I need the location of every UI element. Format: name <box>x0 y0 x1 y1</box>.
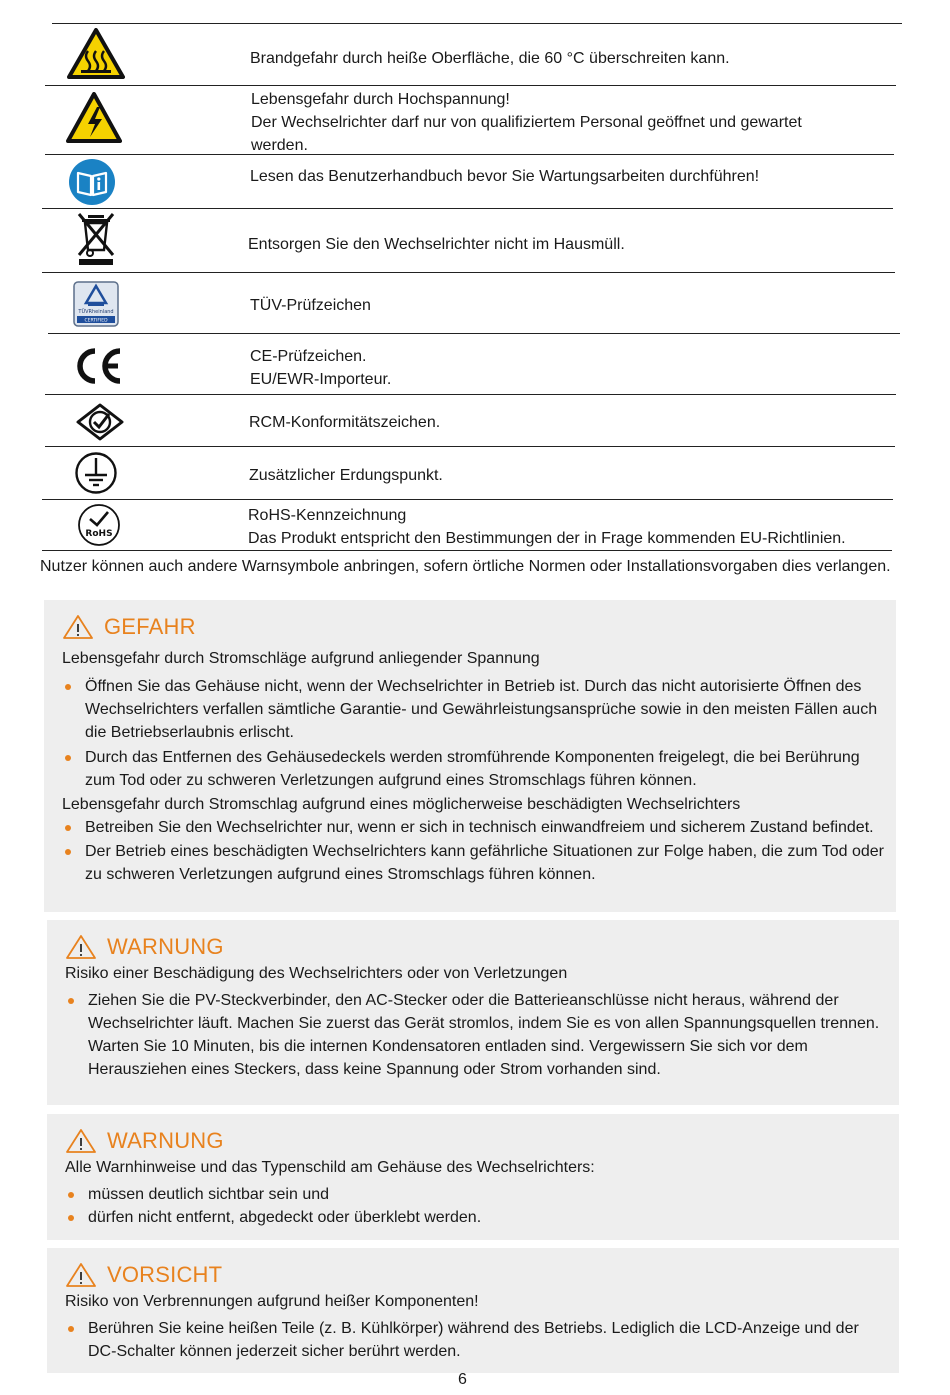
warning-triangle-icon <box>65 1262 97 1288</box>
table-rule <box>48 333 900 334</box>
list-item: Ziehen Sie die PV-Steckverbinder, den AC-Stecker oder die Batterieanschlüsse nicht heraus, während der Wechselrichter läuft. Machen Sie zuerst das Gerät stromlos, indem Sie es von allen Spannungsquellen trennen. Warten Sie 10 Minuten, bis die internen Kondensatoren entladen sind. Vergewissern Sie sich vor dem Herausziehen eines Steckers, dass keine Spannung oder Strom vorhanden sind. <box>65 989 889 1081</box>
table-rule <box>42 208 893 209</box>
box-subtitle: Risiko von Verbrennungen aufgrund heißer Komponenten! <box>65 1293 479 1310</box>
list-item: dürfen nicht entfernt, abgedeckt oder überklebt werden. <box>65 1206 889 1229</box>
box-header <box>62 612 196 642</box>
box-subtitle: Lebensgefahr durch Stromschläge aufgrund anliegender Spannung <box>62 650 540 667</box>
danger-box <box>44 600 896 912</box>
box-header <box>65 932 224 962</box>
box-subtitle: Alle Warnhinweise und das Typenschild am Gehäuse des Wechselrichters: <box>65 1159 595 1176</box>
list-item: Der Betrieb eines beschädigten Wechselrichters kann gefährliche Situationen zur Folge haben, die zum Tod oder zu schweren Verletzungen aufgrund eines Stromschlags führen können. <box>62 840 886 886</box>
table-rule <box>42 550 892 551</box>
ce-mark-icon <box>74 346 124 386</box>
table-rule <box>45 446 895 447</box>
description-line: Lesen das Benutzerhandbuch bevor Sie Wartungsarbeiten durchführen! <box>250 168 760 185</box>
list-item: müssen deutlich sichtbar sein und <box>65 1183 889 1206</box>
box-title: WARNUNG <box>107 934 224 959</box>
note-paragraph: Nutzer können auch andere Warnsymbole anbringen, sofern örtliche Normen oder Installationsvorgaben dies verlangen. <box>40 558 891 575</box>
caution-box <box>47 1248 899 1373</box>
bullet-list <box>65 989 889 1081</box>
symbol-description <box>248 504 846 550</box>
description-line: RoHS-Kennzeichnung <box>248 507 407 524</box>
rohs-mark-icon <box>77 503 121 547</box>
warning-triangle-icon <box>62 614 94 640</box>
symbol-description <box>250 294 371 317</box>
box-header <box>65 1126 224 1156</box>
description-line: EU/EWR-Importeur. <box>250 371 392 388</box>
list-item: Berühren Sie keine heißen Teile (z. B. Kühlkörper) während des Betriebs. Lediglich die LCD-Anzeige und der DC-Schalter können jederzeit sicher berührt werden. <box>65 1317 889 1363</box>
page-number: 6 <box>458 1371 467 1388</box>
description-line: werden. <box>251 137 308 154</box>
description-line: CE-Prüfzeichen. <box>250 348 367 365</box>
symbol-description <box>248 233 625 256</box>
bullet-list <box>65 1317 889 1363</box>
description-line: Der Wechselrichter darf nur von qualifiziertem Personal geöffnet und gewartet <box>251 114 802 131</box>
symbol-description <box>249 411 440 434</box>
tuv-logo-text: TÜVRheinland <box>78 309 114 315</box>
symbol-description <box>250 47 730 70</box>
warning-triangle-icon <box>65 1128 97 1154</box>
table-rule <box>45 394 896 395</box>
earth-ground-icon <box>74 451 118 495</box>
hot-surface-warning-icon <box>67 28 125 80</box>
description-line: Lebensgefahr durch Hochspannung! <box>251 91 510 108</box>
tuv-certified-text: CERTIFIED <box>84 318 108 324</box>
box-title: GEFAHR <box>104 614 196 639</box>
box-title: WARNUNG <box>107 1128 224 1153</box>
weee-crossed-bin-icon <box>75 212 117 268</box>
read-manual-icon <box>68 158 116 206</box>
box-subtitle: Risiko einer Beschädigung des Wechselrichters oder von Verletzungen <box>65 965 568 982</box>
description-line: TÜV-Prüfzeichen <box>250 297 371 314</box>
tuv-certified-icon <box>73 281 119 327</box>
bullet-list <box>62 675 886 792</box>
description-line: Entsorgen Sie den Wechselrichter nicht im Hausmüll. <box>248 236 625 253</box>
box-subtitle: Lebensgefahr durch Stromschlag aufgrund eines möglicherweise beschädigten Wechselrichters <box>62 796 741 813</box>
high-voltage-warning-icon <box>66 92 122 144</box>
bullet-list <box>65 1183 889 1229</box>
box-title: VORSICHT <box>107 1262 223 1287</box>
rohs-mark-text: RoHS <box>85 529 113 539</box>
list-item: Öffnen Sie das Gehäuse nicht, wenn der Wechselrichter in Betrieb ist. Durch das nicht autorisierte Öffnen des Wechselrichters verfallen sämtliche Garantie- und Gewährleistungsansprüche sowie in den meisten Fällen auch die Betriebserlaubnis erlischt. <box>62 675 886 744</box>
symbol-description <box>250 165 759 188</box>
warning-triangle-icon <box>65 934 97 960</box>
bullet-list <box>62 816 886 886</box>
symbol-description <box>249 464 443 487</box>
table-rule <box>52 23 902 24</box>
description-line: Das Produkt entspricht den Bestimmungen der in Frage kommenden EU-Richtlinien. <box>248 530 846 547</box>
table-rule <box>45 85 896 86</box>
list-item: Betreiben Sie den Wechselrichter nur, wenn er sich in technisch einwandfreiem und sicherem Zustand befindet. <box>62 816 886 839</box>
description-line: RCM-Konformitätszeichen. <box>249 414 441 431</box>
table-rule <box>42 499 893 500</box>
box-header <box>65 1260 222 1290</box>
symbol-description <box>251 88 802 157</box>
description-line: Zusätzlicher Erdungspunkt. <box>249 467 443 484</box>
rcm-mark-icon <box>75 402 125 442</box>
table-rule <box>42 272 895 273</box>
symbol-description <box>250 345 391 391</box>
description-line: Brandgefahr durch heiße Oberfläche, die 60 °C überschreiten kann. <box>250 50 730 67</box>
list-item: Durch das Entfernen des Gehäusedeckels werden stromführende Komponenten freigelegt, die bei Berührung zum Tod oder zu schweren Verletzungen aufgrund eines Stromschlags führen können. <box>62 746 886 792</box>
warning-box <box>47 920 899 1105</box>
warning-box <box>47 1114 899 1240</box>
